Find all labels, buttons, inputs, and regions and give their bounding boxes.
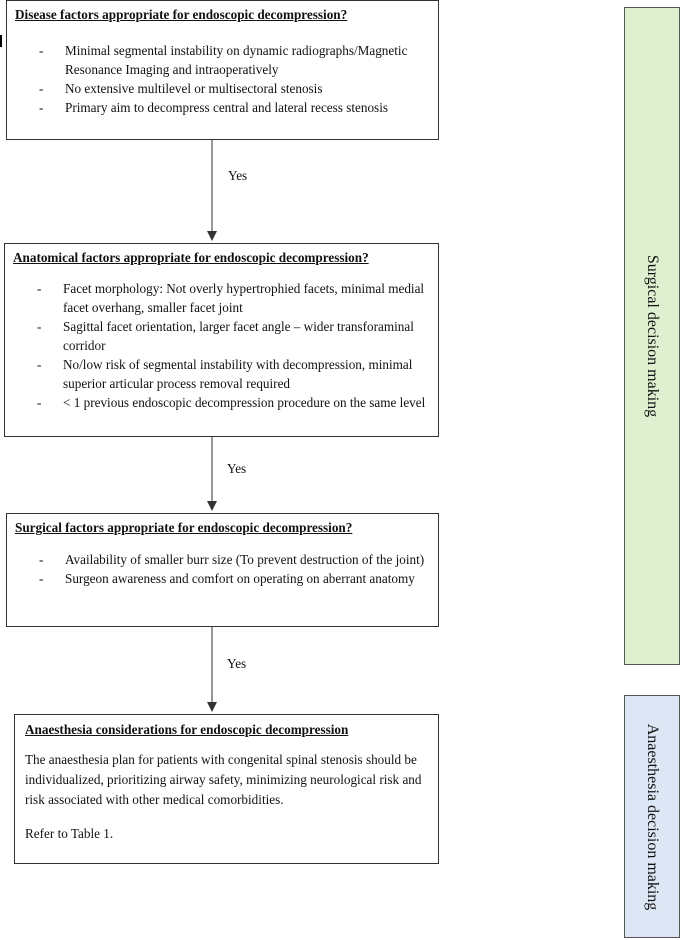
list-item: - < 1 previous endoscopic decompression procedure on the same level <box>13 393 430 412</box>
list-item: - Minimal segmental instability on dynamic radiographs/Magnetic Resonance Imaging and intraoperatively <box>15 41 430 79</box>
disease-factors-title: Disease factors appropriate for endoscopic decompression? <box>15 7 348 22</box>
anatomical-factors-title: Anatomical factors appropriate for endoscopic decompression? <box>13 250 369 265</box>
yes-label-1: Yes <box>228 168 248 183</box>
list-item: - Surgeon awareness and comfort on operating on aberrant anatomy <box>15 569 430 588</box>
anaesthesia-decision-label: Anaesthesia decision making <box>644 723 661 910</box>
surgical-decision-label: Surgical decision making <box>644 254 661 418</box>
surgical-factors-title: Surgical factors appropriate for endoscopic decompression? <box>15 520 353 535</box>
list-item: - No extensive multilevel or multisectoral stenosis <box>15 79 430 98</box>
anaesthesia-plan-text: The anaesthesia plan for patients with congenital spinal stenosis should be individualized, prioritizing airway safety, minimizing neurological risk and risk associated with other medical comorbidities. <box>25 752 422 807</box>
table-reference-text: Refer to Table 1. <box>25 826 114 841</box>
surgical-decision-panel <box>624 7 680 665</box>
list-item: - Primary aim to decompress central and lateral recess stenosis <box>15 98 430 117</box>
list-item: - Facet morphology: Not overly hypertrophied facets, minimal medial facet overhang, smaller facet joint <box>13 279 430 317</box>
anaesthesia-decision-panel <box>624 695 680 938</box>
yes-label-3: Yes <box>227 656 247 671</box>
list-item: - No/low risk of segmental instability with decompression, minimal superior articular process removal required <box>13 355 430 393</box>
anaesthesia-considerations-title: Anaesthesia considerations for endoscopic decompression <box>25 722 349 737</box>
list-item: - Sagittal facet orientation, larger facet angle – wider transforaminal corridor <box>13 317 430 355</box>
yes-label-2: Yes <box>227 461 247 476</box>
list-item: - Availability of smaller burr size (To prevent destruction of the joint) <box>15 550 430 569</box>
